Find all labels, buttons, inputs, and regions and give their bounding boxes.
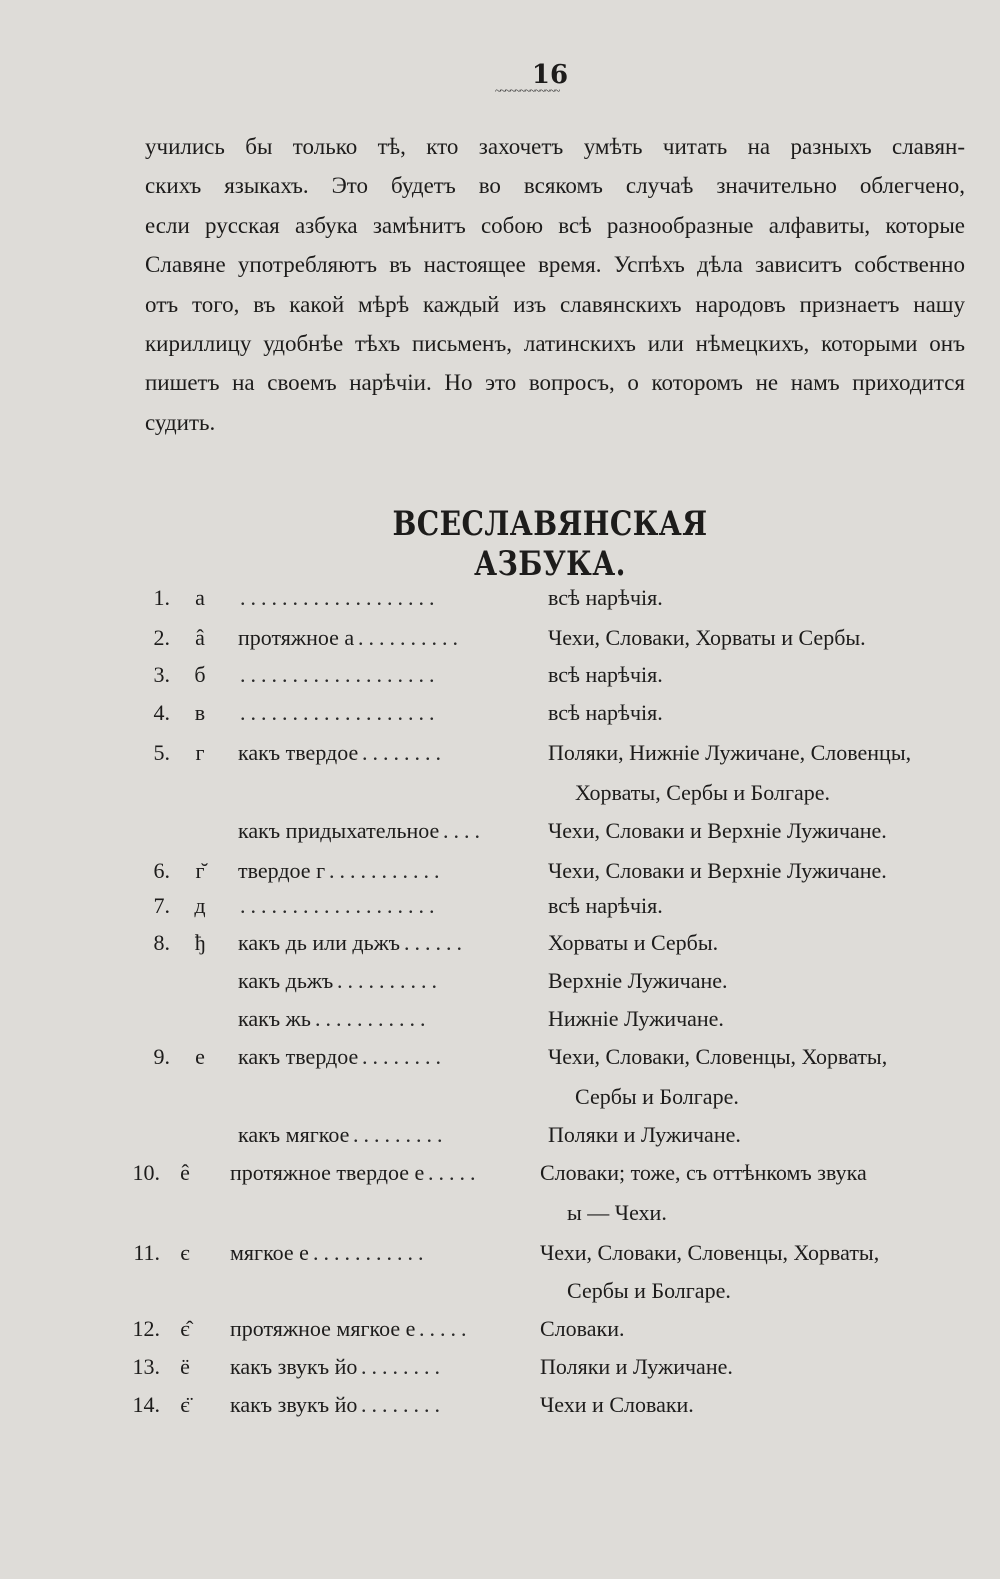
- paragraph-line: учились бы только тѣ, кто захочетъ умѣть читать на разныхъ славян-: [145, 134, 965, 159]
- entry-letter: б: [194, 662, 206, 687]
- entry-letter: ё: [180, 1354, 190, 1379]
- entry-number: 9.: [153, 1044, 170, 1069]
- leader-dots: ...........: [329, 858, 445, 883]
- paragraph-line: судить.: [145, 409, 216, 435]
- entry-number: 8.: [153, 930, 170, 955]
- entry-dialects-continuation: Сербы и Болгаре.: [567, 1278, 731, 1303]
- leader-dots: ........: [361, 1392, 445, 1417]
- entry-dialects-continuation: Хорваты, Сербы и Болгаре.: [575, 780, 831, 805]
- entry-number: 6.: [153, 858, 170, 883]
- entry-number: 12.: [132, 1316, 160, 1341]
- leader-dots: .....: [428, 1160, 481, 1185]
- entry-number: 10.: [132, 1160, 160, 1185]
- entry-description: какъ дь или дьжъ: [238, 930, 400, 955]
- entry-dialects-continuation: ы — Чехи.: [567, 1200, 667, 1225]
- entry-letter: д: [194, 893, 206, 918]
- leader-dots: ........: [361, 1354, 445, 1379]
- page-number-ornament: ~~~~~~~~~~~~~: [495, 85, 560, 97]
- entry-dialects: Словаки; тоже, съ оттѣнкомъ звука: [540, 1160, 867, 1185]
- entry-number: 14.: [132, 1392, 160, 1417]
- entry-dialects: Чехи, Словаки, Словенцы, Хорваты,: [548, 1044, 888, 1069]
- entry-letter: г̆: [195, 858, 205, 883]
- paragraph-line: скихъ языкахъ. Это будетъ во всякомъ случаѣ значительно облегчено,: [145, 173, 965, 199]
- leader-dots: ..........: [337, 968, 442, 993]
- entry-number: 4.: [153, 700, 170, 725]
- entry-dialects: Чехи, Словаки, Словенцы, Хорваты,: [540, 1240, 880, 1265]
- entry-dialects: Чехи и Словаки.: [540, 1392, 694, 1417]
- entry-dialects: Хорваты и Сербы.: [548, 930, 719, 955]
- leader-dots: ....: [443, 818, 485, 843]
- entry-letter: г: [195, 740, 205, 765]
- entry-description: протяжное а: [238, 625, 355, 650]
- body-paragraph: [145, 127, 965, 442]
- leader-dots: ........: [362, 740, 446, 765]
- paragraph-line: отъ того, въ какой мѣрѣ каждый изъ славянскихъ народовъ признаетъ нашу: [145, 291, 965, 317]
- entry-dialects-continuation: Сербы и Болгаре.: [575, 1084, 739, 1109]
- entry-letter: ê: [180, 1160, 190, 1185]
- entry-letter: в: [194, 700, 206, 725]
- leader-dots: .....: [419, 1316, 472, 1341]
- leader-dots: ...................: [240, 893, 440, 918]
- paragraph-line: Славяне употребляютъ въ настоящее время. Успѣхъ дѣла зависитъ собственно: [145, 252, 965, 278]
- leader-dots: ...........: [313, 1240, 429, 1265]
- entry-number: 1.: [153, 585, 170, 610]
- entry-number: 7.: [153, 893, 170, 918]
- entry-letter: ђ: [194, 930, 206, 955]
- leader-dots: ...........: [315, 1006, 431, 1031]
- entry-dialects: всѣ нарѣчія.: [548, 662, 663, 687]
- entry-description: какъ дьжъ: [238, 968, 334, 993]
- entry-description: какъ звукъ йо: [230, 1392, 358, 1417]
- paragraph-line: кириллицу удобнѣе тѣхъ письменъ, латинскихъ или нѣмецкихъ, которыми онъ: [145, 331, 965, 357]
- entry-letter: є: [180, 1240, 190, 1265]
- entry-dialects: Поляки и Лужичане.: [548, 1122, 741, 1147]
- paragraph-line: пишетъ на своемъ нарѣчіи. Но это вопросъ, о которомъ не намъ приходится: [145, 370, 965, 396]
- leader-dots: ........: [362, 1044, 446, 1069]
- entry-number: 3.: [153, 662, 170, 687]
- entry-dialects: Поляки и Лужичане.: [540, 1354, 733, 1379]
- entry-description: протяжное твердое е: [230, 1160, 425, 1185]
- entry-dialects: Верхніе Лужичане.: [548, 968, 728, 993]
- entry-dialects: Чехи, Словаки и Верхніе Лужичане.: [548, 818, 887, 843]
- entry-dialects: всѣ нарѣчія.: [548, 585, 663, 610]
- entry-description: какъ жь: [238, 1006, 311, 1031]
- leader-dots: ...................: [240, 700, 440, 725]
- entry-description: какъ твердое: [238, 740, 359, 765]
- paragraph-line: если русская азбука замѣнитъ собою всѣ разнообразные алфавиты, которые: [145, 212, 965, 238]
- entry-letter: є̂: [180, 1316, 190, 1341]
- entry-description: какъ придыхательное: [238, 818, 440, 843]
- leader-dots: ...................: [240, 585, 440, 610]
- entry-description: какъ мягкое: [238, 1122, 350, 1147]
- entry-number: 2.: [153, 625, 170, 650]
- entry-dialects: Чехи, Словаки и Верхніе Лужичане.: [548, 858, 887, 883]
- entry-letter: е: [195, 1044, 205, 1069]
- entry-dialects: Чехи, Словаки, Хорваты и Сербы.: [548, 625, 866, 650]
- leader-dots: .........: [353, 1122, 448, 1147]
- leader-dots: ......: [404, 930, 467, 955]
- entry-dialects: всѣ нарѣчія.: [548, 700, 663, 725]
- entry-letter: â: [195, 625, 205, 650]
- entry-description: мягкое е: [230, 1240, 309, 1265]
- leader-dots: ...................: [240, 662, 440, 687]
- entry-number: 5.: [153, 740, 170, 765]
- page-number: 16: [531, 60, 569, 90]
- entry-number: 13.: [132, 1354, 160, 1379]
- entry-dialects: Нижніе Лужичане.: [548, 1006, 724, 1031]
- entry-dialects: всѣ нарѣчія.: [548, 893, 663, 918]
- entry-description: какъ твердое: [238, 1044, 359, 1069]
- section-heading: ВСЕСЛАВЯНСКАЯ АЗБУКА.: [392, 504, 708, 584]
- entry-description: твердое г: [238, 858, 326, 883]
- entry-description: протяжное мягкое е: [230, 1316, 416, 1341]
- entry-description: какъ звукъ йо: [230, 1354, 358, 1379]
- leader-dots: ..........: [358, 625, 463, 650]
- entry-dialects: Словаки.: [540, 1316, 625, 1341]
- entry-letter: а: [195, 585, 205, 610]
- entry-number: 11.: [133, 1240, 160, 1265]
- entry-letter: є̈: [180, 1392, 190, 1417]
- entry-dialects: Поляки, Нижніе Лужичане, Словенцы,: [548, 740, 912, 765]
